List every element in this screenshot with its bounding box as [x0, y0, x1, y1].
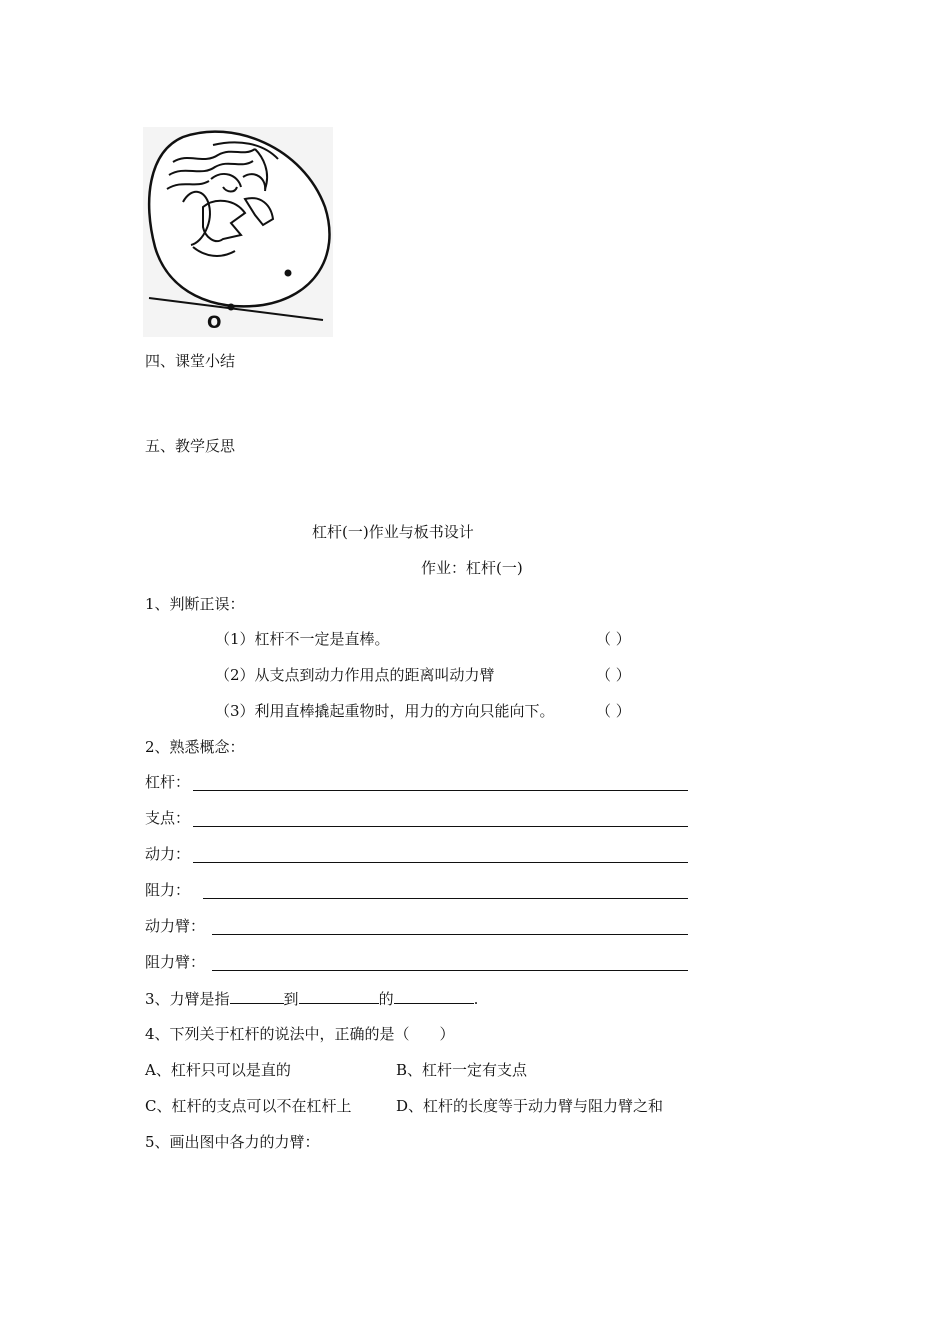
q4-option-b[interactable]: B、杠杆一定有支点 — [396, 1061, 528, 1079]
term-resistance-blank[interactable] — [203, 898, 688, 899]
q3-blank-3[interactable] — [394, 988, 474, 1004]
term-effort: 动力： — [145, 845, 191, 863]
q1-item-3: （3）利用直棒撬起重物时，用力的方向只能向下。 — [215, 702, 555, 720]
q3-mid-1: 到 — [283, 990, 299, 1008]
q4-option-c[interactable]: C、杠杆的支点可以不在杠杆上 — [145, 1097, 352, 1115]
tumbler-figure — [143, 127, 333, 337]
q3-suffix: . — [473, 990, 479, 1008]
q4-question: 4、下列关于杠杆的说法中，正确的是（ ） — [145, 1025, 455, 1043]
term-effort-arm-blank[interactable] — [212, 934, 688, 935]
section-summary: 四、课堂小结 — [145, 352, 236, 370]
homework-title: 杠杆(一)作业与板书设计 — [312, 523, 474, 541]
q1-item-2: （2）从支点到动力作用点的距离叫动力臂 — [215, 666, 495, 684]
term-fulcrum: 支点： — [145, 809, 191, 827]
term-lever-blank[interactable] — [193, 790, 688, 791]
term-fulcrum-blank[interactable] — [193, 826, 688, 827]
section-reflection: 五、教学反思 — [145, 437, 236, 455]
q3-prefix: 3、力臂是指 — [145, 990, 230, 1008]
q3-blank-2[interactable] — [299, 988, 379, 1004]
fulcrum-label: O — [207, 313, 222, 333]
q1-bracket-1[interactable]: （ ） — [596, 630, 631, 648]
q3-mid-2: 的 — [378, 990, 394, 1008]
term-resistance-arm-blank[interactable] — [212, 970, 688, 971]
q4-option-d[interactable]: D、杠杆的长度等于动力臂与阻力臂之和 — [396, 1097, 664, 1115]
q1-item-1: （1）杠杆不一定是直棒。 — [215, 630, 390, 648]
homework-subtitle: 作业：杠杆(一) — [421, 559, 523, 577]
q1-bracket-2[interactable]: （ ） — [596, 666, 631, 684]
q1-heading: 1、判断正误： — [145, 595, 245, 613]
q4-option-a[interactable]: A、杠杆只可以是直的 — [145, 1061, 291, 1079]
tumbler-illustration — [143, 127, 333, 337]
q5-text: 5、画出图中各力的力臂： — [145, 1133, 320, 1151]
q3-line — [145, 988, 478, 1009]
term-resistance-arm: 阻力臂： — [145, 953, 206, 971]
q3-blank-1[interactable] — [230, 988, 284, 1004]
term-effort-blank[interactable] — [193, 862, 688, 863]
q2-heading: 2、熟悉概念： — [145, 738, 245, 756]
term-resistance: 阻力： — [145, 881, 191, 899]
q1-bracket-3[interactable]: （ ） — [596, 702, 631, 720]
term-effort-arm: 动力臂： — [145, 917, 206, 935]
term-lever: 杠杆： — [145, 773, 191, 791]
